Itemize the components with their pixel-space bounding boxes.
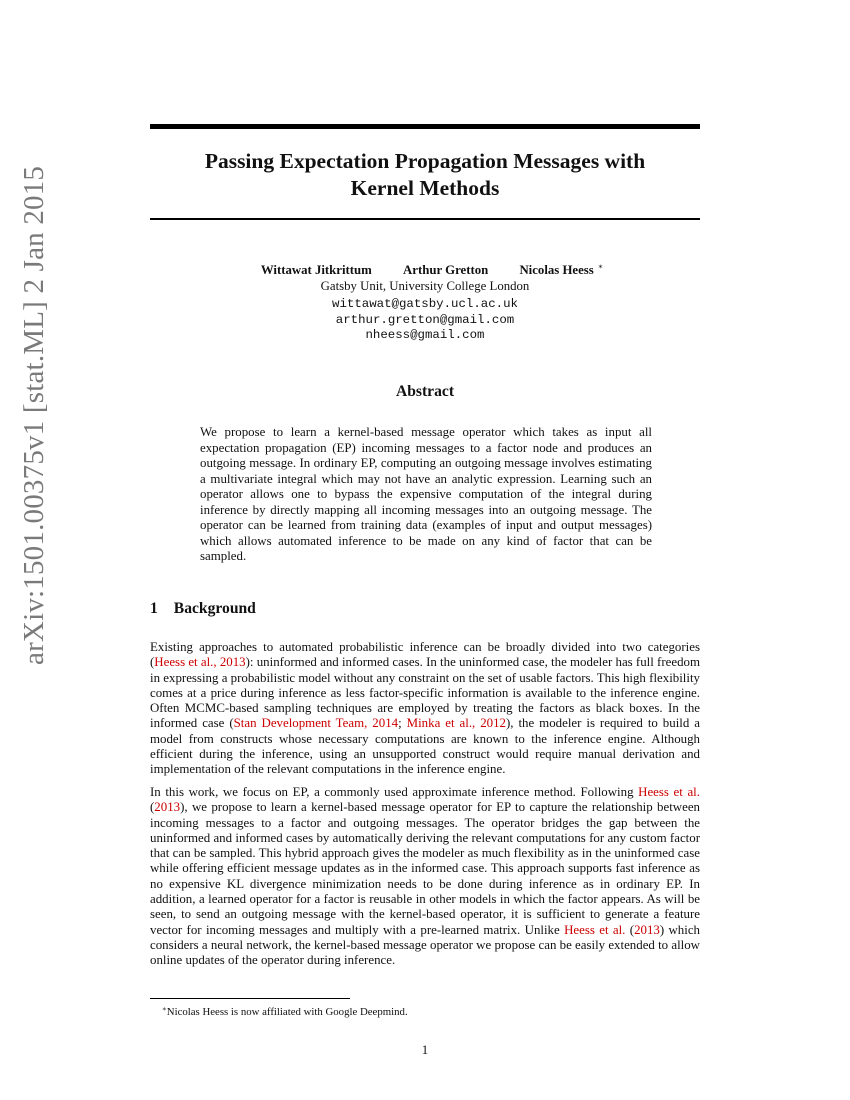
author-3: Nicolas Heess bbox=[519, 263, 594, 277]
title-line-2: Kernel Methods bbox=[350, 176, 500, 200]
title-line-1: Passing Expectation Propagation Messages with bbox=[204, 149, 646, 173]
author-footnote-mark: ∗ bbox=[597, 262, 604, 271]
email-list bbox=[150, 297, 700, 344]
abstract-heading: Abstract bbox=[395, 383, 455, 400]
title-top-rule bbox=[150, 124, 700, 129]
p2-text-4: ( bbox=[625, 922, 635, 937]
citation-link[interactable]: Minka et al., 2012 bbox=[406, 716, 506, 731]
email-2: arthur.gretton@gmail.com bbox=[335, 312, 515, 327]
arxiv-stamp-text: arXiv:1501.00375v1 [stat.ML] 2 Jan 2015 bbox=[18, 165, 50, 665]
author-block bbox=[150, 259, 700, 294]
affiliation: Gatsby Unit, University College London bbox=[320, 279, 530, 293]
p1-text-2: ): uninformed and informed cases. In the uninformed case, the modeler has full freedom in expressing a probabilistic model without any constraint on the set of usable factors. This high flexibility comes at a price during inference as less factor-specific information is available to the inference engine. Often MCMC-based sampling techniques are employed by treating the factors as black boxes. In the informed case ( bbox=[150, 655, 700, 731]
author-names bbox=[150, 259, 700, 278]
footnote-rule bbox=[150, 998, 350, 999]
page-number: 1 bbox=[421, 1043, 429, 1057]
p1-text-3: ; bbox=[398, 716, 407, 731]
footnote-mark: ∗ bbox=[162, 1005, 167, 1013]
abstract-text: We propose to learn a kernel-based message operator which takes as input all expectation propagation (EP) incoming messages to a factor node and produces an outgoing message. In ordinary EP, computing an outgoing message involves estimating a multivariate integral which may not have an analytic expression. Learning such an operator allows one to bypass the expensive computation of the integral during inference by directly mapping all incoming messages into an outgoing message. The operator can be learned from training data (examples of input and output messages) which allows automated inference to be made on any kind of factor that can be sampled. bbox=[200, 425, 652, 563]
body-paragraph-1 bbox=[150, 640, 700, 778]
p2-text-5: ) which considers a neural network, the kernel-based message operator we propose can be easily extended to allow online updates of the operator during inference. bbox=[150, 922, 700, 968]
title-bottom-rule bbox=[150, 218, 700, 220]
body-paragraph-2 bbox=[150, 785, 700, 969]
footnote-text: Nicolas Heess is now affiliated with Google Deepmind. bbox=[166, 1006, 408, 1018]
p2-text-3: ), we propose to learn a kernel-based message operator for EP to capture the relationship between incoming messages to a factor and outgoing messages. The operator bridges the gap between the uninformed and informed cases by automatically deriving the relevant computations for any custom factor that can be sampled. This hybrid approach gives the modeler as much flexibility as in the uninformed case while offering efficient message updates as in the informed case. This approach supports fast inference as no expensive KL divergence minimization needs to be done during inference as in ordinary EP. In addition, a learned operator for a factor is reusable in other models in which the factor appears. As will be seen, to send an outgoing message with the kernel-based operator, it is sufficient to generate a feature vector for incoming messages and multiply with a pre-learned matrix. Unlike bbox=[150, 800, 700, 937]
citation-link[interactable]: Stan Development Team, 2014 bbox=[233, 716, 399, 731]
citation-link[interactable]: Heess et al. bbox=[638, 785, 700, 799]
section-heading bbox=[150, 600, 256, 618]
author-1: Wittawat Jitkrittum bbox=[260, 263, 372, 277]
p2-text-2: ( bbox=[150, 800, 155, 815]
footnote bbox=[162, 1002, 408, 1019]
p1-text-1: Existing approaches to automated probabilistic inference can be broadly divided into two categories ( bbox=[150, 640, 700, 670]
section-number: 1 bbox=[150, 600, 158, 617]
citation-link[interactable]: Heess et al., 2013 bbox=[154, 655, 246, 670]
p1-text-4: ), the modeler is required to build a model from constructs whose necessary computations are known to the inference engine. Although efficient during the inference, using an unsupported construct would require manual derivation and implementation of the relevant computations in the inference engine. bbox=[150, 716, 700, 777]
p2-text-1: In this work, we focus on EP, a commonly used approximate inference method. Following bbox=[150, 785, 639, 799]
paper-title bbox=[150, 148, 700, 202]
email-3: nheess@gmail.com bbox=[365, 328, 485, 343]
author-2: Arthur Gretton bbox=[403, 263, 489, 277]
arxiv-identifier-stamp bbox=[18, 165, 58, 665]
citation-link[interactable]: 2013 bbox=[634, 922, 660, 937]
section-title: Background bbox=[173, 600, 256, 617]
email-1: wittawat@gatsby.ucl.ac.uk bbox=[332, 297, 518, 311]
citation-link[interactable]: 2013 bbox=[154, 800, 181, 815]
citation-link[interactable]: Heess et al. bbox=[564, 922, 626, 937]
